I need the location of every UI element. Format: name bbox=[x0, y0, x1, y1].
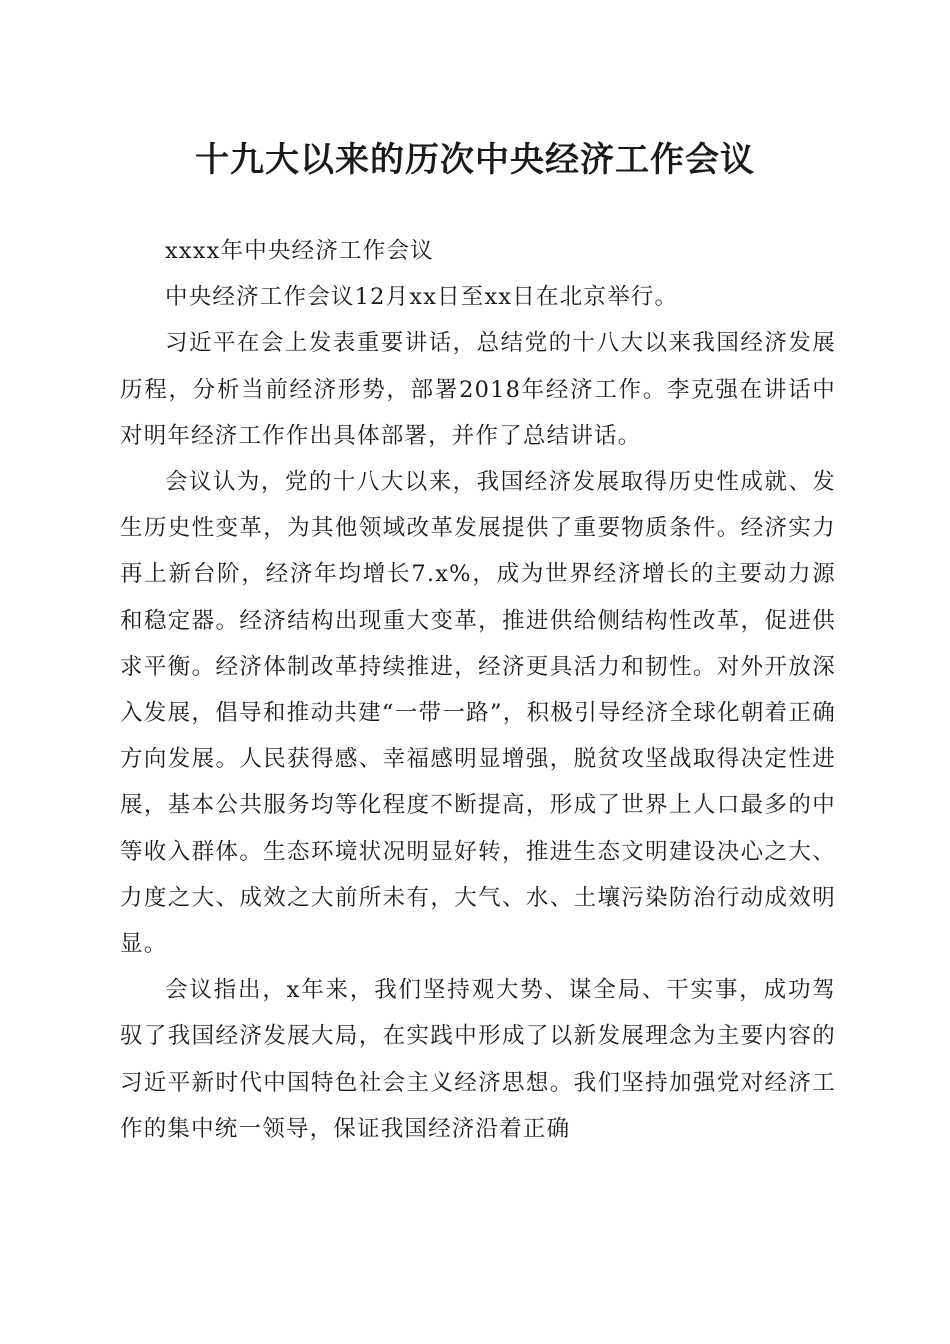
document-body bbox=[120, 228, 836, 1152]
paragraph-meeting-heading: xxxx年中央经济工作会议 bbox=[165, 238, 434, 264]
paragraph-achievements: 会议认为，党的十八大以来，我国经济发展取得历史性成就、发生历史性变革，为其他领域改革发展提供了重要物质条件。经济实力再上新台阶，经济年均增长7.x%，成为世界经济增长的主要动力源和稳定器。经济结构出现重大变革，推进供给侧结构性改革，促进供求平衡。经济体制改革持续推进，经济更具活力和韧性。对外开放深入发展，倡导和推动共建“一带一路”，积极引导经济全球化朝着正确方向发展。人民获得感、幸福感明显增强，脱贫攻坚战取得决定性进展，基本公共服务均等化程度不断提高，形成了世界上人口最多的中等收入群体。生态环境状况明显好转，推进生态文明建设决心之大、力度之大、成效之大前所未有，大气、水、土壤污染防治行动成效明显。 bbox=[120, 469, 836, 958]
paragraph-meeting-date: 中央经济工作会议12月xx日至xx日在北京举行。 bbox=[165, 284, 679, 311]
document-title: 十九大以来的历次中央经济工作会议 bbox=[195, 140, 755, 180]
paragraph-conclusions: 会议指出，x年来，我们坚持观大势、谋全局、干实事，成功驾驭了我国经济发展大局，在实践中形成了以新发展理念为主要内容的习近平新时代中国特色社会主义经济思想。我们坚持加强党对经济工作的集中统一领导，保证我国经济沿着正确 bbox=[120, 977, 836, 1142]
paragraph-speech: 习近平在会上发表重要讲话，总结党的十八大以来我国经济发展历程，分析当前经济形势，部署2018年经济工作。李克强在讲话中对明年经济工作作出具体部署，并作了总结讲话。 bbox=[120, 330, 836, 449]
